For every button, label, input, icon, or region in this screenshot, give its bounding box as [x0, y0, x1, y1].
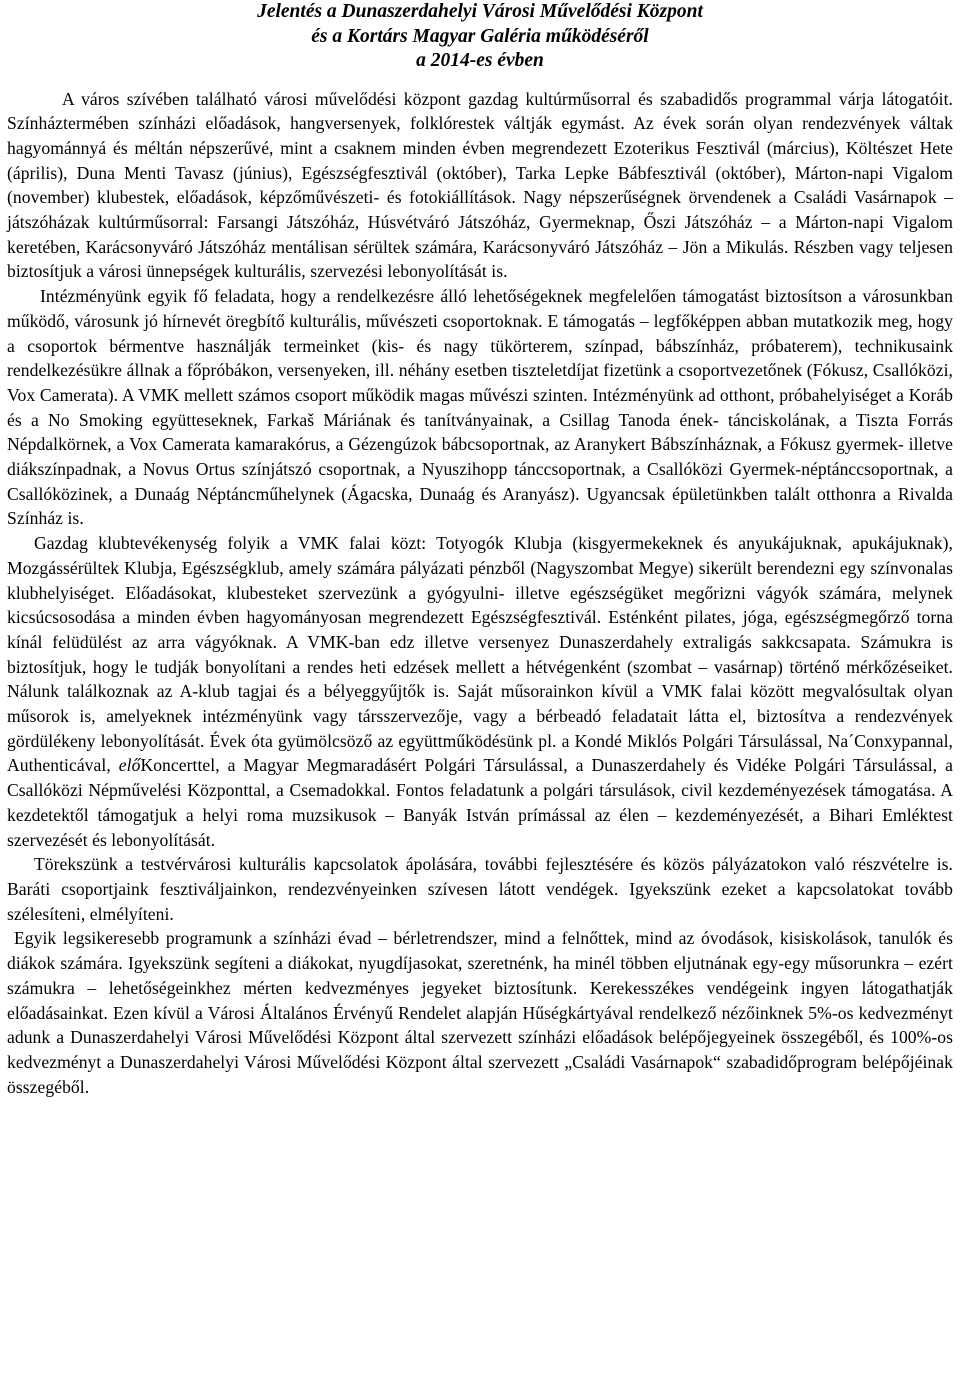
document-page [7, 0, 953, 1099]
paragraph-clubs-italic: elő [118, 755, 141, 776]
document-body [7, 87, 953, 1100]
paragraph-twin-towns: Törekszünk a testvérvárosi kulturális kapcsolatok ápolására, további fejlesztésére és közös pályázatokon való részvételre is. Baráti csoportjaink fesztiváljainkon, rendezvényeinken szívesen látott vendégek. Igyekszünk ezeket a kapcsolatokat tovább szélesíteni, elmélyíteni. [7, 854, 953, 924]
paragraph-clubs-part-1: Gazdag klubtevékenység folyik a VMK falai közt: Totyogók Klubja (kisgyermekeknek és anyukájuknak, apukájuknak), Mozgássérültek Klubja, Egészségklub, amely számára pályázati pénzből (Nagyszombat Megye) sikerült berendezni egy színvonalas klubhelyiséget. Előadásokat, klubesteket szervezünk a gyógyulni- illetve egészségüket megőrizni vágyók számára, melynek kicsúcsosodása a minden évben hagyományosan megrendezett Egészségfesztivál. Esténként pilates, jóga, egészségmegőrző torna kínál felüdülést az arra vágyóknak. A VMK-ban edz illetve versenyez Dunaszerdahely extraligás sakkcsapata. Számukra is biztosítjuk, hogy le tudják bonyolítani a rendes heti edzések mellett a hétvégenként (szombat – vasárnap) történő mérkőzéseiket. Nálunk találkoznak az A-klub tagjai és a bélyeggyűjtők is. Saját műsorainkon kívül a VMK falai között megvalósultak olyan műsorok is, amelyeknek intézményünk vagy társszervezője, vagy a bérbeadó feladatait látta el, biztosítva a rendezvények gördülékeny lebonyolítását. Évek óta gyümölcsöző az együttműködésünk pl. a Kondé Miklós Polgári Társulással, Na´Conxypannal, Authenticával, [7, 533, 953, 776]
title-line-1: Jelentés a Dunaszerdahelyi Városi Művelődési Központ [257, 1, 703, 22]
paragraph-clubs [7, 531, 953, 852]
paragraph-theatre-season: Egyik legsikeresebb programunk a színházi évad – bérletrendszer, mind a felnőttek, mind az óvodások, kisiskolások, tanulók és diákok számára. Igyekszünk segíteni a diákokat, nyugdíjasokat, szeretnénk, ha minél többen eljutnának egy-egy műsorunkra – ezért számukra – lehetőségeinkhez mérten kedvezményes jegyeket biztosítunk. Kerekesszékes vendégeink ingyen látogathatják előadásainkat. Ezen kívül a Városi Általános Érvényű Rendelet alapján Hűségkártyával rendelkező nézőinknek 5%-os kedvezményt adunk a Dunaszerdahelyi Városi Művelődési Központ által szervezett színházi előadások belépőjegyeinek összegéből, és 100%-os kedvezményt a Dunaszerdahelyi Városi Művelődési Központ által szervezett „Családi Vasárnapok“ szabadidőprogram belépőjéinak összegéből. [7, 928, 953, 1097]
document-title [7, 0, 953, 74]
paragraph-intro: A város szívében található városi művelődési központ gazdag kultúrműsorral és szabadidős programmal várja látogatóit. Színháztermében színházi előadások, hangversenyek, folklórestek váltják egymást. Az évek során olyan rendezvények váltak hagyománnyá és méltán népszerűvé, mint a csaknem minden évben megrendezett Ezoterikus Fesztivál (március), Költészet Hete (április), Duna Menti Tavasz (június), Egészségfesztivál (október), Tarka Lepke Bábfesztivál (október), Márton-napi Vigalom (november) klubestek, előadások, képzőművészeti- és fotokiállítások. Nagy népszerűségnek örvendenek a Családi Vasárnapok – játszóházak kultúrműsorral: Farsangi Játszóház, Húsvétváró Játszóház, Gyermeknap, Őszi Játszóház – a Márton-napi Vigalom keretében, Karácsonyváró Játszóház mentálisan sérültek számára, Karácsonyváró Játszóház – Jön a Mikulás. Részben vagy teljesen biztosítjuk a városi ünnepségek kulturális, szervezési lebonyolítását is. [7, 88, 953, 282]
title-line-2: és a Kortárs Magyar Galéria működéséről [311, 25, 649, 47]
title-line-3: a 2014-es évben [416, 50, 544, 71]
paragraph-clubs-part-2: Koncerttel, a Magyar Megmaradásért Polgári Társulással, a Dunaszerdahely és Vidéke Polgári Társulással, a Csallóközi Népművelési Központtal, a Csemadokkal. Fontos feladatunk a polgári társulások, civil kezdeményezések támogatása. A kezdetektől támogatjuk a helyi roma muzsikusok – Banyák István prímással az élen – kezdeményezését, a Bihari Emléktest szervezését és lebonyolítását. [7, 755, 953, 850]
paragraph-support: Intézményünk egyik fő feladata, hogy a rendelkezésre álló lehetőségeknek megfelelően támogatást biztosítson a városunkban működő, városunk jó hírnevét öregbítő kulturális, művészeti csoportoknak. E támogatás – legfőképpen abban mutatkozik meg, hogy a csoportok bérmentve használják termeinket (kis- és nagy tükörterem, színpad, bábszínház, próbaterem), technikusaink rendelkezésükre állnak a főpróbákon, versenyeken, ill. néhány esetben tiszteletdíjat fizetünk a csoportvezetőnek (Fókusz, Csallóközi, Vox Camerata). A VMK mellett számos csoport működik magas művészi szinten. Intézményünk ad otthont, próbahelyiséget a Koráb és a No Smoking együtteseknek, Farkaš Máriának és tanítványainak, a Csillag Tanoda ének- tánciskolának, a Tiszta Forrás Népdalkörnek, a Vox Camerata kamarakórus, a Gézengúzok bábcsoportnak, az Aranykert Bábszínháznak, a Fókusz gyermek- illetve diákszínpadnak, a Novus Ortus színjátszó csoportnak, a Nyuszihopp tánccsoportnak, a Csallóközi Gyermek-néptánccsoportnak, a Csallóközinek, a Dunaág Néptáncműhelynek (Ágacska, Dunaág és Aranyász). Ugyancsak épületünkben talált otthonra a Rivalda Színház is. [7, 286, 953, 529]
